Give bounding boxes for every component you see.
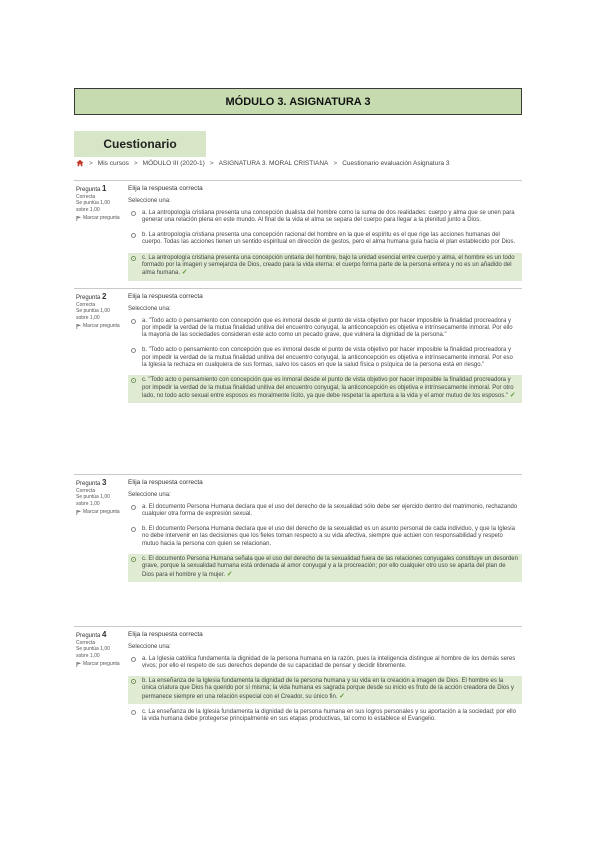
- answer-option-a[interactable]: [128, 502, 522, 522]
- answer-option-c[interactable]: [128, 707, 522, 727]
- check-icon: ✓: [509, 391, 516, 399]
- question-info: [76, 480, 122, 516]
- answer-text: a. La antropología cristiana presenta una concepción dualista del hombre como la suma de dos realidades: cuerpo y alma que se unen para generar una relación plena en este mundo. Al final de la vida el alma se separa del cuerpo para llegar a la plenitud junto a Dios.: [142, 209, 515, 223]
- answer-text: a. La Iglesia católica fundamenta la dignidad de la persona humana en la razón, pues la inteligencia distingue al hombre de los demás seres vivos; por ello el respeto de sus derechos depende de su capacidad de pensar y decidir libremente.: [142, 655, 516, 669]
- answer-text: c. La antropología cristiana presenta una concepción unitaria del hombre, bajo la unidad esencial entre cuerpo y alma, el hombre es un todo formado por la imagen y semejanza de Dios, creado para la vida eterna: el cuerpo forma parte de la persona entera y no es un añadido del alma humana.: [142, 254, 515, 277]
- select-label: Seleccione una:: [128, 306, 171, 313]
- question-prompt: Elija la respuesta correcta: [128, 293, 203, 300]
- question-block-3: [74, 474, 522, 599]
- question-number: Pregunta 2: [76, 292, 107, 301]
- section-title: [74, 131, 206, 157]
- flag-question-label: Marcar pregunta: [83, 661, 120, 667]
- radio-button[interactable]: [131, 319, 136, 324]
- breadcrumb-separator: >: [209, 159, 214, 167]
- select-label: Seleccione una:: [128, 198, 171, 205]
- flag-question-button[interactable]: [76, 323, 122, 330]
- breadcrumb-separator: >: [133, 159, 138, 167]
- check-icon: ✓: [181, 269, 188, 277]
- question-status: Correcta: [76, 639, 96, 646]
- radio-button[interactable]: [131, 505, 136, 510]
- answer-text: b. La antropología cristiana presenta una concepción racional del hombre en la que el espíritu es el que rige las acciones humanas del cuerpo. Todas las acciones tienen un sentido espiritual en dirección de gestos, pero el alma humana guía hacia el plan establecido por Dios.: [142, 232, 516, 246]
- radio-button[interactable]: [131, 348, 136, 353]
- radio-button[interactable]: [131, 710, 136, 715]
- question-score: Se puntúa 1,00 sobre 1,00: [76, 646, 110, 659]
- answer-option-a[interactable]: [128, 316, 522, 343]
- radio-button[interactable]: [131, 679, 136, 684]
- radio-button[interactable]: [131, 527, 136, 532]
- answer-text: c. El documento Persona Humana señala que el uso del derecho de la sexualidad fuera de las relaciones conyugales constituye un desorden grave, porque la sexualidad humana está ordenada al amor conyugal y a la procreación; por ello cualquier otro uso se aparta del plan de Dios para el hombre y la mujer.: [142, 556, 518, 578]
- question-number: Pregunta 3: [76, 478, 107, 487]
- flag-icon: [76, 324, 81, 329]
- module-title: MÓDULO 3. ASIGNATURA 3: [225, 95, 371, 108]
- question-info: [76, 632, 122, 668]
- question-block-1: [74, 180, 522, 280]
- flag-question-label: Marcar pregunta: [83, 323, 120, 329]
- question-body: [128, 479, 522, 585]
- check-icon: ✓: [339, 692, 345, 700]
- flag-question-button[interactable]: [76, 509, 122, 516]
- answer-option-b[interactable]: [128, 345, 522, 372]
- question-body: [128, 293, 522, 406]
- section-title-text: Cuestionario: [103, 137, 177, 151]
- question-prompt: Elija la respuesta correcta: [128, 479, 203, 486]
- flag-icon: [76, 510, 81, 515]
- answer-text: a. "Todo acto o pensamiento con concepción que es inmoral desde el punto de vista objetivo por hacer imposible la finalidad procreadora y por impedir la verdad de la mutua finalidad unitiva del encuentro conyugal, la anticoncepción es objetiva e intrínsecamente inmoral. Por ello la mayoría de las sociedades consideran este acto como un pecado grave, que vulnera la dignidad de la persona.": [142, 317, 513, 339]
- answer-option-b[interactable]: [128, 230, 522, 250]
- answer-text: b. El documento Persona Humana declara que el uso del derecho de la sexualidad es un asunto personal de cada individuo, y que la Iglesia no debe intervenir en las decisiones que los fieles toman respecto a su vida afectiva, siempre que actúen con responsabilidad y respeto mutuo hacia la persona con quien se relacionan.: [142, 526, 515, 547]
- select-label: Seleccione una:: [128, 644, 171, 651]
- question-block-2: [74, 288, 522, 438]
- answer-text: b. La enseñanza de la Iglesia fundamenta la dignidad de la persona humana y su vida en la creación a imagen de Dios. El hombre es la única criatura que Dios ha querido por sí misma; la vida humana es sagrada porque desde su inicio es fruto de la acción creadora de Dios y permanece siempre en una relación especial con el Creador, su único fin.: [142, 678, 514, 700]
- answer-text: c. "Todo acto o pensamiento con concepción que es inmoral desde el punto de vista objetivo por hacer imposible la finalidad procreadora y por impedir la verdad de la mutua finalidad unitiva del encuentro conyugal, la anticoncepción es objetiva e intrínsecamente inmoral. Por otro lado, no todo acto sexual entre esposos es moralmente lícito, ya que debe respetar la apertura a la vida y el amor mutuo de los esposos.": [142, 377, 514, 399]
- home-icon[interactable]: [76, 159, 84, 167]
- question-body: [128, 631, 522, 730]
- answer-text: c. La enseñanza de la Iglesia fundamenta la dignidad de la persona humana en sus logros personales y su aportación a la sociedad; por ello la vida humana debe protegerse principalmente en sus etapas productivas, tal como lo establece el Evangelio.: [142, 709, 516, 723]
- flag-question-label: Marcar pregunta: [83, 509, 120, 515]
- flag-icon: [76, 662, 81, 667]
- question-info: [76, 294, 122, 330]
- question-prompt: Elija la respuesta correcta: [128, 185, 203, 192]
- select-label: Seleccione una:: [128, 492, 171, 499]
- breadcrumb-item-subject[interactable]: ASIGNATURA 3. MORAL CRISTIANA: [218, 159, 329, 167]
- question-score: Se puntúa 1,00 sobre 1,00: [76, 200, 110, 213]
- question-number: Pregunta 4: [76, 630, 107, 639]
- radio-button[interactable]: [131, 557, 136, 562]
- breadcrumb-separator: >: [333, 159, 338, 167]
- breadcrumb: [76, 159, 524, 167]
- radio-button[interactable]: [131, 378, 136, 383]
- breadcrumb-separator: >: [89, 159, 93, 167]
- answer-text: a. El documento Persona Humana declara que el uso del derecho de la sexualidad sólo debe ser ejercido dentro del matrimonio, rechazando cualquier otra forma de expresión sexual.: [142, 503, 518, 517]
- question-score: Se puntúa 1,00 sobre 1,00: [76, 494, 110, 507]
- answer-option-a[interactable]: [128, 654, 522, 674]
- answer-option-a[interactable]: [128, 208, 522, 228]
- radio-button[interactable]: [131, 256, 136, 261]
- answer-option-b[interactable]: [128, 524, 522, 551]
- breadcrumb-item-my-courses[interactable]: Mis cursos: [97, 159, 129, 167]
- answer-option-c[interactable]: [128, 554, 522, 582]
- question-status: Correcta: [76, 487, 96, 494]
- radio-button[interactable]: [131, 233, 136, 238]
- question-status: Correcta: [76, 301, 96, 308]
- question-number: Pregunta 1: [76, 184, 107, 193]
- flag-question-label: Marcar pregunta: [83, 215, 120, 221]
- breadcrumb-item-quiz[interactable]: Cuestionario evaluación Asignatura 3: [342, 159, 450, 167]
- check-icon: ✓: [226, 570, 233, 578]
- question-score: Se puntúa 1,00 sobre 1,00: [76, 308, 110, 321]
- flag-question-button[interactable]: [76, 661, 122, 668]
- flag-icon: [76, 216, 81, 221]
- radio-button[interactable]: [131, 211, 136, 216]
- question-block-4: [74, 626, 522, 756]
- answer-text: b. "Todo acto o pensamiento con concepción que es inmoral desde el punto de vista objetivo por hacer imposible la finalidad procreadora y por impedir la verdad de la mutua finalidad unitiva del encuentro conyugal, la anticoncepción es objetiva e intrínsecamente inmoral. Por eso la Iglesia la rechaza en cualquiera de sus formas, salvo los casos en que la salud física o psíquica de la persona está en riesgo.": [142, 347, 513, 369]
- answer-option-c[interactable]: [128, 375, 522, 403]
- answer-option-c[interactable]: [128, 253, 522, 281]
- answer-option-b[interactable]: [128, 676, 522, 704]
- flag-question-button[interactable]: [76, 215, 122, 222]
- breadcrumb-item-module[interactable]: MÓDULO III (2020-1): [142, 159, 205, 167]
- module-title-banner: [74, 88, 522, 115]
- question-status: Correcta: [76, 193, 96, 200]
- question-prompt: Elija la respuesta correcta: [128, 631, 203, 638]
- question-info: [76, 186, 122, 222]
- radio-button[interactable]: [131, 657, 136, 662]
- question-body: [128, 185, 522, 284]
